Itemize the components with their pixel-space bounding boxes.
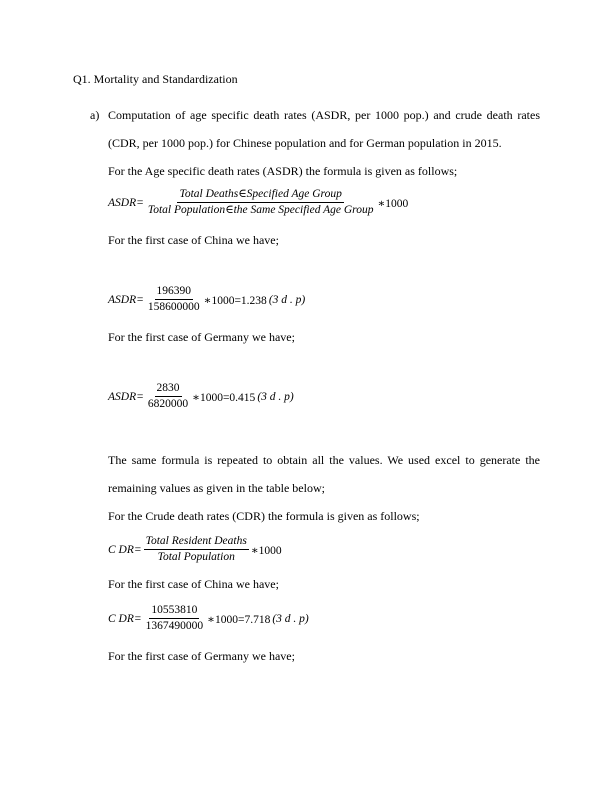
cdr-intro: For the Crude death rates (CDR) the formula is given as follows;	[108, 509, 420, 523]
repeat-line-1: The same formula is repeated to obtain all the values. We used excel to generate the	[108, 453, 540, 467]
cdr-china-fraction	[144, 604, 206, 633]
cdr-formula-lhs: C DR=	[108, 543, 142, 556]
china-intro-cdr: For the first case of China we have;	[108, 577, 279, 591]
asdr-formula-numerator: Total Deaths∈Specified Age Group	[177, 188, 343, 203]
asdr-china-denominator: 158600000	[147, 301, 200, 313]
asdr-formula-denominator: Total Population∈the Same Specified Age Group	[147, 204, 374, 216]
cdr-formula-numerator: Total Resident Deaths	[144, 535, 249, 550]
china-intro-asdr: For the first case of China we have;	[108, 233, 279, 247]
cdr-formula-fraction	[144, 535, 249, 564]
asdr-formula-lhs: ASDR=	[108, 196, 144, 209]
asdr-china-dp: (3 d . p)	[268, 293, 306, 306]
cdr-china-denominator: 1367490000	[145, 620, 204, 632]
asdr-intro: For the Age specific death rates (ASDR) the formula is given as follows;	[108, 164, 458, 178]
asdr-formula-multiplier: ∗1000	[377, 197, 409, 210]
asdr-china-equation	[108, 285, 305, 314]
asdr-germany-denominator: 6820000	[147, 398, 189, 410]
asdr-germany-result: ∗1000=0.415	[192, 391, 256, 404]
asdr-germany-fraction	[146, 382, 190, 411]
cdr-formula	[108, 535, 282, 564]
asdr-formula	[108, 188, 408, 217]
cdr-formula-multiplier: ∗1000	[250, 544, 282, 557]
germany-intro-cdr: For the first case of Germany we have;	[108, 649, 295, 663]
cdr-china-result: ∗1000=7.718	[207, 613, 271, 626]
item-a-line-2: (CDR, per 1000 pop.) for Chinese population and for German population in 2015.	[108, 136, 502, 150]
cdr-china-dp: (3 d . p)	[272, 612, 309, 625]
germany-intro-asdr: For the first case of Germany we have;	[108, 330, 295, 344]
item-a-line-1: Computation of age specific death rates (ASDR, per 1000 pop.) and crude death rates	[108, 108, 540, 122]
cdr-formula-denominator: Total Population	[157, 551, 235, 563]
cdr-china-lhs: C DR=	[108, 612, 142, 625]
asdr-germany-equation	[108, 382, 294, 411]
section-heading: Q1. Mortality and Standardization	[73, 72, 238, 86]
asdr-china-numerator: 196390	[155, 285, 194, 300]
repeat-line-2: remaining values as given in the table below;	[108, 481, 325, 495]
asdr-china-lhs: ASDR=	[108, 293, 144, 306]
asdr-germany-numerator: 2830	[155, 382, 182, 397]
list-marker-a: a)	[90, 108, 100, 122]
asdr-china-result: ∗1000=1.238	[203, 294, 267, 307]
asdr-china-fraction	[146, 285, 202, 314]
cdr-china-equation	[108, 604, 309, 633]
asdr-germany-dp: (3 d . p)	[257, 390, 294, 403]
cdr-china-numerator: 10553810	[149, 604, 199, 619]
asdr-formula-fraction	[146, 188, 376, 217]
asdr-germany-lhs: ASDR=	[108, 390, 144, 403]
